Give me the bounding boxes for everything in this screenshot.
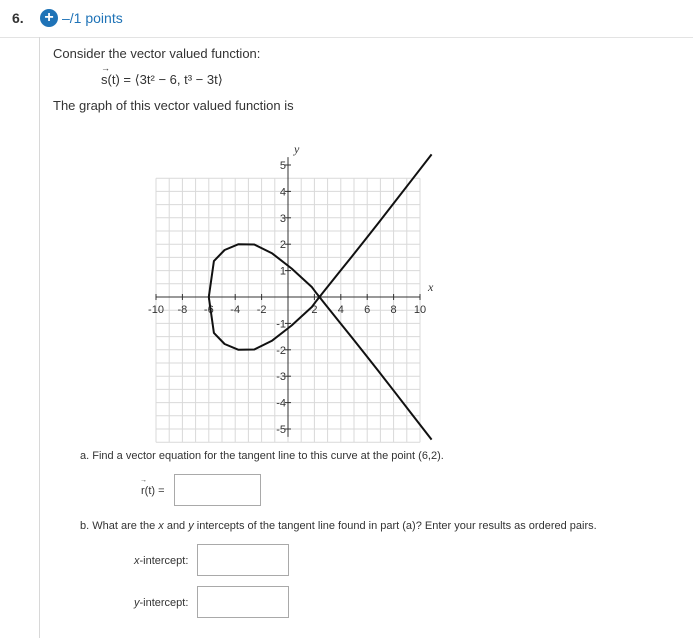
y-tick-label: -1 [276,318,286,331]
x-tick-label: -8 [177,304,188,316]
x-tick-label: 2 [311,304,318,316]
left-divider [39,37,40,638]
vector-function-graph [148,135,445,436]
y-tick-label: 3 [279,212,286,225]
question-number: 6. [12,10,24,26]
y-tick-label: 1 [279,265,286,278]
y-tick-label: 4 [279,186,286,199]
x-axis-label: x [428,280,434,294]
y-intercept-var: y [134,597,140,609]
y-tick-label: -2 [276,344,286,357]
y-axis-label: y [294,142,300,156]
x-intercept-label-rest: -intercept: [139,555,189,567]
x-tick-label: -10 [148,304,164,316]
x-tick-label: -2 [256,304,267,316]
part-a-question: a. Find a vector equation for the tangent line to this curve at the point (6,2). [80,450,444,462]
x-intercept-input[interactable] [197,544,289,576]
part-b-mid: and [163,520,189,532]
part-b-question [80,520,597,532]
y-intercept-label [134,597,188,609]
x-tick-label: 8 [390,304,397,316]
intro-text: Consider the vector valued function: [53,46,261,61]
y-tick-label: 2 [279,239,286,252]
vector-s: → s [101,72,108,87]
x-tick-label: 4 [337,304,344,316]
graph-intro-text: The graph of this vector valued function is [53,98,294,113]
part-b-post: intercepts of the tangent line found in part (a)? Enter your results as ordered pairs. [193,520,597,532]
equation-body: ⟨3t² − 6, t³ − 3t⟩ [134,72,223,87]
plus-icon[interactable]: + [40,9,58,27]
part-b-pre: b. What are the [80,520,159,532]
y-intercept-label-rest: -intercept: [139,597,189,609]
function-equation [101,72,223,88]
y-tick-label: 5 [279,160,286,172]
x-tick-label: 10 [413,304,427,316]
part-b-x-var: x [158,520,164,532]
vector-r: → r [141,485,145,497]
y-tick-label: -5 [276,424,286,436]
x-intercept-label [134,555,188,567]
tick-labels [148,160,426,436]
x-tick-label: -4 [230,304,241,316]
question-header [0,0,693,38]
tangent-line-input[interactable] [174,474,261,506]
equation-lhs: (t) = [107,72,135,87]
x-tick-label: -6 [203,304,214,316]
r-label [141,485,165,497]
part-b-y-var: y [188,520,194,532]
x-tick-label: 6 [364,304,371,316]
y-tick-label: -4 [276,397,286,410]
y-tick-label: -3 [276,371,286,384]
points-label: –/1 points [62,10,123,26]
x-intercept-var: x [134,555,140,567]
r-label-rest: (t) = [144,485,165,497]
y-intercept-input[interactable] [197,586,289,618]
